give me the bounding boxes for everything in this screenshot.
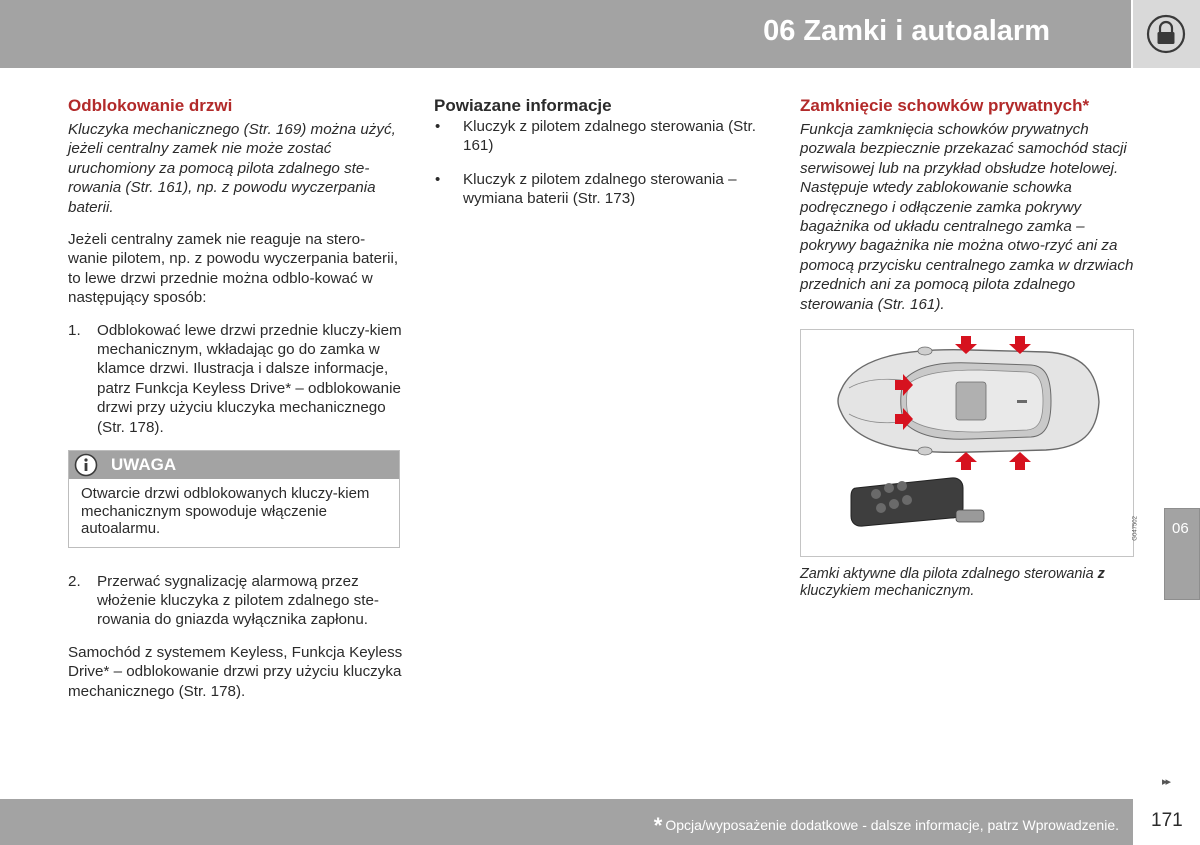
step-number: 1. — [68, 321, 81, 339]
intro-text: Funkcja zamknięcia schowków prywatnych pozwala bezpiecznie przekazać samochód stacji serwisowej lub na przykład obsłudze hotelowej. Następuje wtedy zablokowanie schowka podręcznego i odłączenie zamka pokrywy bagażnika od układu centralnego zamka – pokrywy bagażnika nie można otwo-rzyć ani za pomocą przycisku centralnego zamka w drzwiach przednich ani za pomocą pilota zdalnego sterowania (Str. 161). — [800, 121, 1134, 313]
paragraph: Jeżeli centralny zamek nie reaguje na stero-wanie pilotem, np. z powodu wyczerpania baterii, to lewe drzwi przednie można odblo-kować w następujący sposób: — [68, 231, 399, 307]
note-title: UWAGA — [111, 455, 177, 475]
list-item — [68, 572, 403, 630]
intro-text: Kluczyka mechanicznego (Str. 169) można użyć, jeżeli centralny zamek nie może zostać uruchomiony za pomocą pilota zdalnego ste-rowania (Str. 161), np. z powodu wyczerpania baterii. — [68, 121, 396, 216]
caption-text: kluczykiem mechanicznym. — [800, 583, 975, 600]
list-item — [68, 321, 403, 437]
steps-list — [68, 572, 403, 630]
step-text: Przerwać sygnalizację alarmową przez włożenie kluczyka z pilotem zdalnego ste-rowania do gniazda wyłącznika zapłonu. — [97, 572, 379, 629]
section-heading-private-locking: Zamknięcie schowków prywatnych* — [800, 96, 1090, 115]
step-number: 2. — [68, 572, 81, 590]
list-item[interactable] — [434, 170, 764, 209]
note-header — [69, 451, 399, 479]
header-bar — [0, 0, 1131, 68]
paragraph: Samochód z systemem Keyless, Funkcja Keyless Drive* – odblokowanie drzwi przy użyciu kluczyka mechanicznego (Str. 178). — [68, 643, 403, 700]
note-box — [68, 450, 400, 548]
caption-text: Zamki aktywne dla pilota zdalnego sterowania — [800, 566, 1098, 583]
step-text: Odblokować lewe drzwi przednie kluczy-kiem mechanicznym, wkładając go do zamka w klamce drzwi. Ilustracja i dalsze informacje, patrz Funkcja Keyless Drive* – odblokowanie drzwi przy użyciu kluczyka mechanicznego (Str. 178). — [97, 321, 402, 436]
arrow-up-icon — [1009, 452, 1031, 470]
column-unlocking — [68, 95, 403, 714]
footer-bar — [0, 799, 1133, 845]
section-heading-unlocking: Odblokowanie drzwi — [68, 96, 233, 115]
section-heading-related: Powiazane informacje — [434, 96, 612, 115]
continue-icon: ▸▸ — [1162, 776, 1170, 788]
header-icon-box — [1133, 0, 1200, 68]
column-related-info — [434, 95, 764, 223]
footer-note-text: Opcja/wyposażenie dodatkowe - dalsze informacje, patrz Wprowadzenie. — [665, 817, 1119, 833]
info-icon — [74, 453, 98, 477]
page-number: 171 — [1151, 810, 1183, 831]
list-item[interactable] — [434, 117, 764, 156]
related-links-list — [434, 117, 764, 209]
footer-note — [654, 813, 1119, 839]
bullet-icon: • — [435, 170, 441, 188]
figure-car-locks — [800, 329, 1139, 557]
caption-bold: z — [1097, 566, 1105, 583]
bullet-icon: • — [435, 118, 441, 135]
note-body: Otwarcie drzwi odblokowanych kluczy-kiem mechanicznym spowoduje włączenie autoalarmu. — [81, 485, 370, 538]
padlock-icon — [1145, 14, 1187, 54]
figure-caption — [800, 566, 1136, 600]
chapter-title: 06 Zamki i autoalarm — [763, 15, 1050, 47]
figure-code: G047502 — [1133, 516, 1139, 541]
column-private-locking — [800, 95, 1139, 600]
side-tab-label: 06 — [1172, 520, 1189, 537]
related-link[interactable]: Kluczyk z pilotem zdalnego sterowania (Str. 161) — [463, 118, 756, 155]
asterisk: * — [653, 813, 663, 838]
car-illustration — [801, 330, 1133, 556]
related-link[interactable]: Kluczyk z pilotem zdalnego sterowania – wymiana baterii (Str. 173) — [463, 170, 737, 208]
arrow-up-icon — [955, 452, 977, 470]
chapter-side-tab[interactable] — [1164, 508, 1200, 600]
steps-list — [68, 321, 403, 437]
